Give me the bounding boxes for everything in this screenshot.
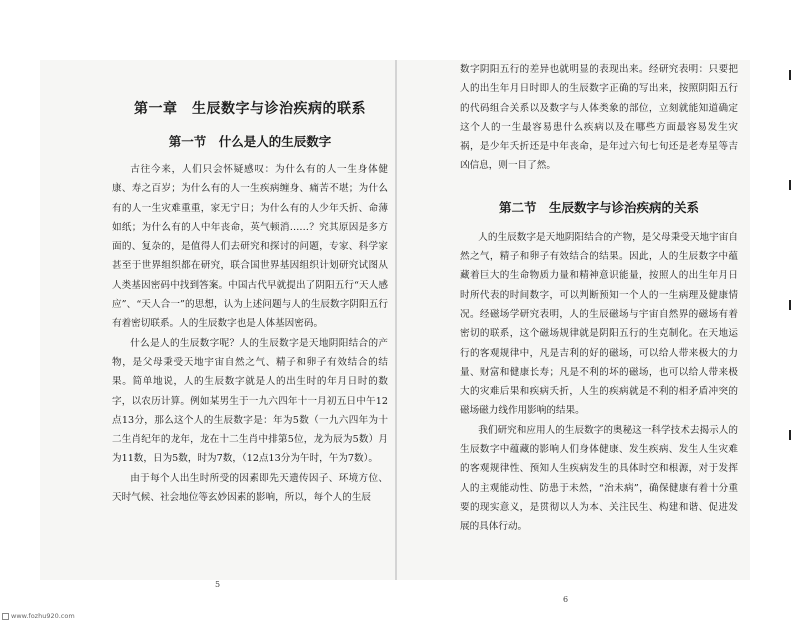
right-page	[460, 60, 738, 580]
site-watermark	[2, 612, 75, 620]
left-page-number: 5	[215, 580, 221, 589]
left-paragraph-2: 什么是人的生辰数字呢？人的生辰数字是天地阴阳结合的产物，是父母秉受天地宇宙自然之气、精子和卵子有效结合的结果。简单地说，人的生辰数字就是人的出生时的年月日时的数字，以农历计算。例如某男生于一九六四年十一月初五日中午12点13分，那么这个人的生辰数字是：年为5数（一九六四年为十二生肖纪年的龙年，龙在十二生肖中排第5位，龙为辰为5数）月为11数，日为5数，时为7数，（12点13分为午时，午为7数）。	[112, 337, 388, 465]
watermark-icon	[2, 613, 9, 620]
scan-edge-marks	[785, 0, 793, 623]
right-paragraph-2: 我们研究和应用人的生辰数字的奥秘这一科学技术去揭示人的生辰数字中蕴藏的影响人们身体健康、发生疾病、发生人生灾难的客观规律性、预知人生疾病发生的具体时空和根源，对于发挥人的主观能动性、防患于未然，“治未病”，确保健康有着十分重要的现实意义，是贯彻以人为本、关注民生、构建和谐、促进发展的具体行动。	[460, 424, 738, 533]
left-page	[112, 60, 388, 580]
book-gutter	[395, 60, 397, 580]
section-2-title: 第二节 生辰数字与诊治疾病的关系	[498, 199, 699, 215]
right-continuation-paragraph: 数字阴阳五行的差异也就明显的表现出来。经研究表明：只要把人的出生年月日时即人的生辰数字正确的写出来，按照阴阳五行的代码组合关系以及数字与人体类象的部位，立刻就能知道确定这个人的一生最容易患什么疾病以及在哪些方面最容易发生灾祸，是少年夭折还是中年丧命，是年过六旬七旬还是老寿星等吉凶信息，则一目了然。	[460, 64, 738, 172]
section-1-title: 第一节 什么是人的生辰数字	[168, 134, 332, 149]
watermark-text: www.fozhu920.com	[11, 612, 75, 620]
chapter-title: 第一章 生辰数字与诊治疾病的联系	[134, 101, 366, 117]
left-paragraph-1: 古往今来，人们只会怀疑感叹：为什么有的人一生身体健康、寿之百岁；为什么有的人一生疾病缠身、痛苦不堪；为什么有的人一生灾难重重，家无宁日；为什么有的人少年夭折、命薄如纸；为什么有的人中年丧命，英气顿消……？究其原因是多方面的、复杂的，是值得人们去研究和探讨的问题，专家、科学家甚至于世界组织都在研究，联合国世界基因组织计划研究试图从人类基因密码中找到答案。中国古代早就提出了阴阳五行“天人感应”、“天人合一”的思想，认为上述问题与人的生辰数字阴阳五行有着密切联系。人的生辰数字也是人体基因密码。	[112, 164, 388, 330]
right-page-number: 6	[563, 595, 569, 604]
left-paragraph-3: 由于每个人出生时所受的因素即先天遗传因子、环境方位、天时气候、社会地位等玄妙因素的影响，所以，每个人的生辰	[112, 472, 388, 504]
right-paragraph-1: 人的生辰数字是天地阴阳结合的产物，是父母秉受天地宇宙自然之气，精子和卵子有效结合的结果。因此，人的生辰数字中蕴藏着巨大的生命物质力量和精神意识能量，按照人的出生年月日时所代表的时间数字，可以判断预知一个人的一生病理及健康情况。经磁场学研究表明，人的生辰磁场与宇宙自然界的磁场有着密切的联系，这个磁场规律就是阴阳五行的生克制化。在天地运行的客观规律中，凡是吉利的好的磁场，可以给人带来极大的力量、财富和健康长寿；凡是不利的坏的磁场，也可以给人带来极大的灾难后果和疾病夭折，人生的疾病就是不利的相矛盾冲突的磁场磁力线作用影响的结果。	[460, 231, 738, 417]
